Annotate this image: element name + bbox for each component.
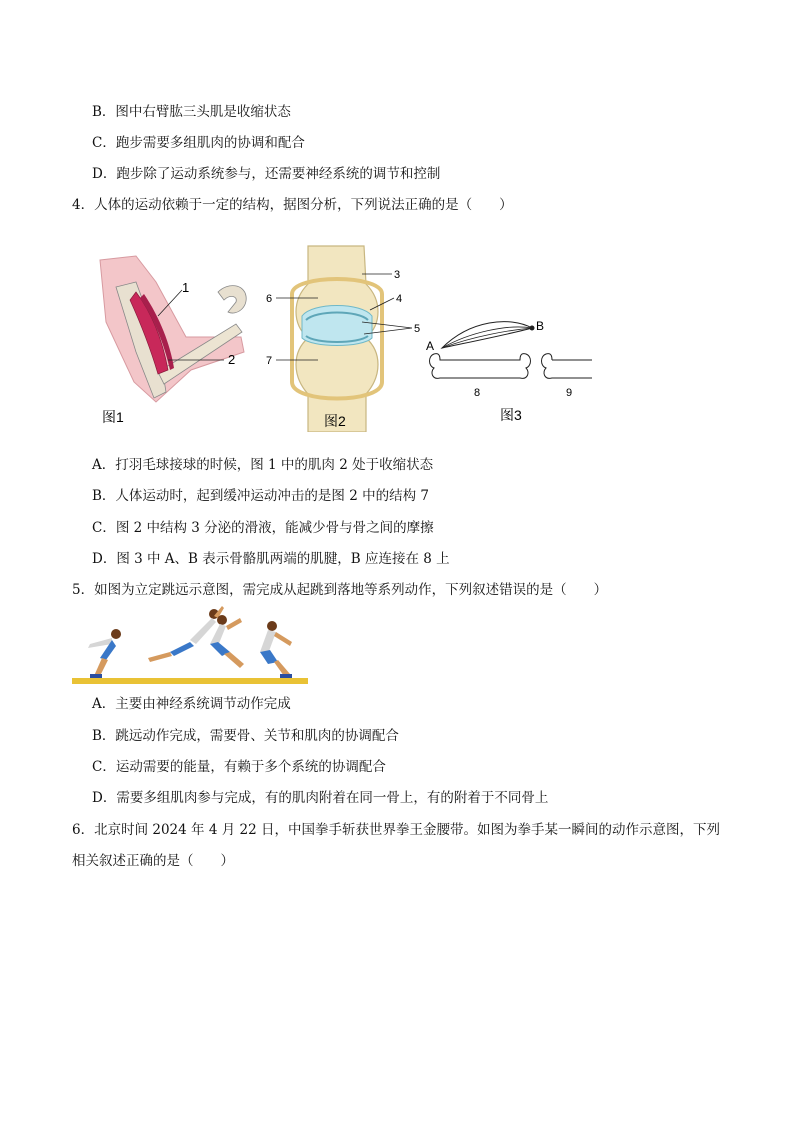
q5-option-a: A．主要由神经系统调节动作完成 <box>92 696 291 712</box>
fig2-label-7: 7 <box>266 355 273 367</box>
q5-stem: 5．如图为立定跳远示意图，需完成从起跳到落地等系列动作，下列叙述错误的是（ ） <box>72 582 608 598</box>
figure-2-joint <box>262 244 422 432</box>
fig2-label-3: 3 <box>394 269 401 281</box>
q6-stem-line-1: 6．北京时间 2024 年 4 月 22 日，中国拳手斩获世界拳王金腰带。如图为拳手某一瞬间的动作示意图，下列 <box>72 822 720 838</box>
fig3-label-9: 9 <box>566 387 573 399</box>
q4-option-c: C．图 2 中结构 3 分泌的滑液，能减少骨与骨之间的摩擦 <box>92 520 434 536</box>
fig3-caption: 图3 <box>500 407 522 423</box>
q4-stem: 4．人体的运动依赖于一定的结构，据图分析，下列说法正确的是（ ） <box>72 197 513 213</box>
fig1-caption: 图1 <box>102 409 124 425</box>
fig2-label-4: 4 <box>396 293 403 305</box>
q6-stem-line-2: 相关叙述正确的是（ ） <box>72 853 234 869</box>
q5-option-d: D．需要多组肌肉参与完成，有的肌肉附着在同一骨上，有的附着于不同骨上 <box>92 790 549 806</box>
fig1-label-2: 2 <box>228 352 236 367</box>
q4-option-a: A．打羽毛球接球的时候，图 1 中的肌肉 2 处于收缩状态 <box>92 457 434 473</box>
fig3-label-8: 8 <box>474 387 481 399</box>
jumper-takeoff <box>148 606 224 662</box>
figure-standing-long-jump <box>72 604 308 688</box>
q3-option-b: B．图中右臂肱三头肌是收缩状态 <box>92 104 291 120</box>
fig3-label-b: B <box>536 319 545 333</box>
fig2-caption: 图2 <box>324 413 346 429</box>
figure-1-arm <box>96 252 256 432</box>
fig2-label-5: 5 <box>414 323 421 335</box>
q5-option-b: B．跳远动作完成，需要骨、关节和肌肉的协调配合 <box>92 728 399 744</box>
q3-option-c: C．跑步需要多组肌肉的协调和配合 <box>92 135 305 151</box>
figure-3-muscle-bone <box>420 310 600 430</box>
jumper-landing <box>260 621 292 678</box>
q4-option-d: D．图 3 中 A、B 表示骨骼肌两端的肌腱，B 应连接在 8 上 <box>92 551 450 567</box>
q3-option-d: D．跑步除了运动系统参与，还需要神经系统的调节和控制 <box>92 166 441 182</box>
fig1-label-1: 1 <box>182 280 190 295</box>
jumper-crouch <box>88 629 121 678</box>
q5-option-c: C．运动需要的能量，有赖于多个系统的协调配合 <box>92 759 386 775</box>
fig2-label-6: 6 <box>266 293 273 305</box>
q4-option-b: B．人体运动时，起到缓冲运动冲击的是图 2 中的结构 7 <box>92 488 429 504</box>
fig3-label-a: A <box>426 339 435 353</box>
